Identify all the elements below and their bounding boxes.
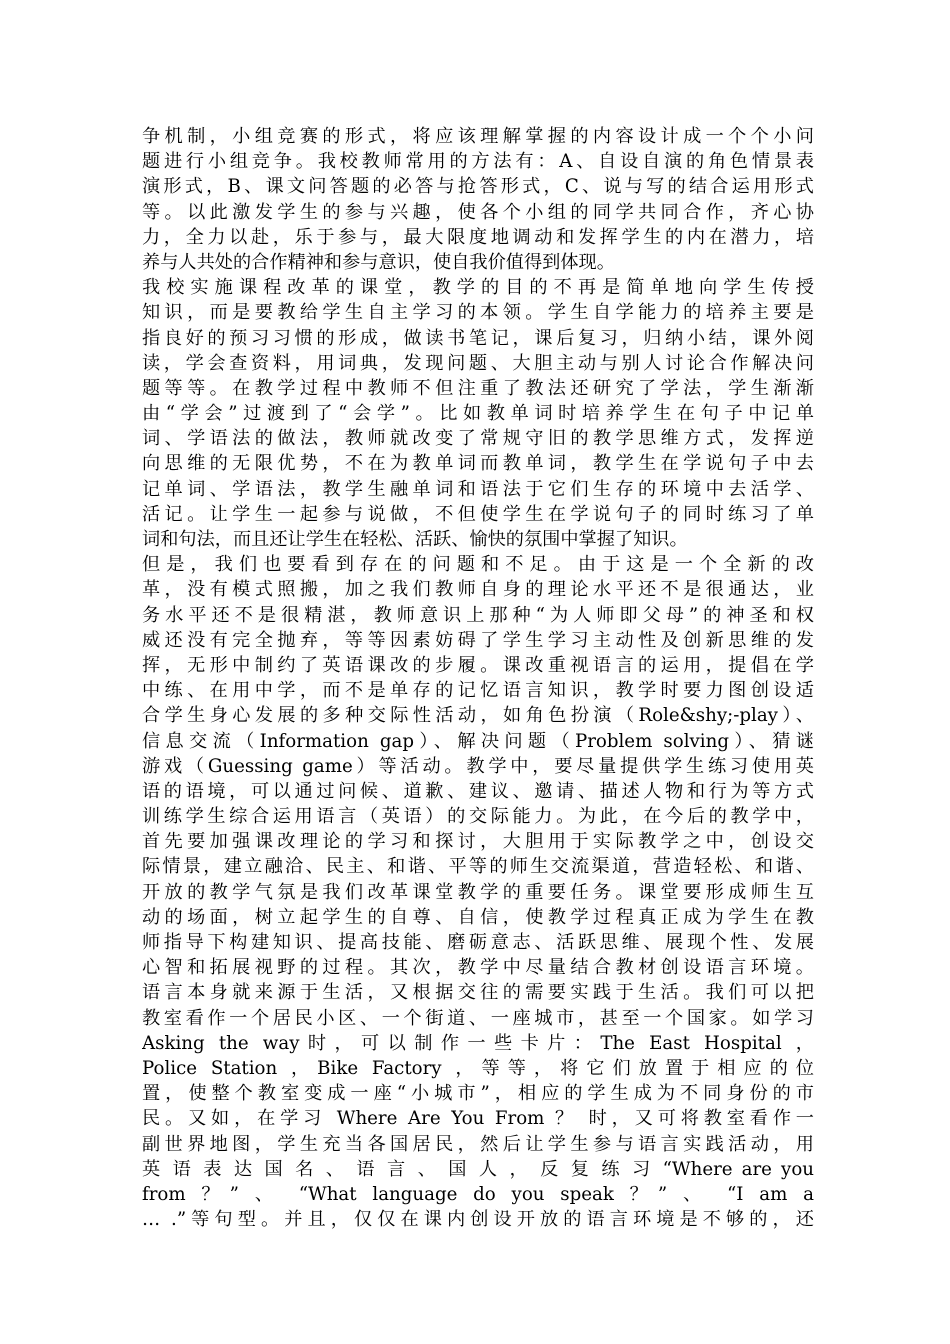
text-line: 务水平还不是很精湛，教师意识上那种“为人师即父母”的神圣和权: [142, 604, 814, 626]
text-line: 由“学会”过渡到了“会学”。比如教单词时培养学生在句子中记单: [142, 403, 814, 425]
text-line: 首先要加强课改理论的学习和探讨，大胆用于实际教学之中，创设交: [142, 831, 814, 853]
text-line: 演形式，B、课文问答题的必答与抢答形式，C、说与写的结合运用形式: [142, 176, 814, 198]
text-line: 训练学生综合运用语言（英语）的交际能力。为此，在今后的教学中，: [142, 806, 814, 828]
text-line: 动的场面，树立起学生的自尊、自信，使教学过程真正成为学生在教: [142, 906, 814, 928]
text-line: 中练、在用中学，而不是单存的记忆语言知识，教学时要力图创设适: [142, 680, 814, 702]
text-line: 心智和拓展视野的过程。其次，教学中尽量结合教材创设语言环境。: [142, 957, 814, 979]
text-line: 开放的教学气氛是我们改革课堂教学的重要任务。课堂要形成师生互: [142, 881, 814, 903]
text-line: 信息交流（Information gap）、解决问题（Problem solving）、猜谜: [142, 730, 814, 752]
body-text: [142, 124, 814, 1232]
text-line: 我校实施课程改革的课堂，教学的目的不再是简单地向学生传授: [142, 277, 814, 299]
text-line: 词和句法，而且还让学生在轻松、活跃、愉快的氛围中掌握了知识。: [142, 529, 688, 550]
text-line: Police Station ，Bike Factory ，等等，将它们放置于相应的位: [142, 1057, 814, 1079]
text-line: 际情景，建立融洽、民主、和谐、平等的师生交流渠道，营造轻松、和谐、: [142, 856, 814, 878]
text-line: 英 语 表 达 国 名 、 语 言 、 国 人 ， 反 复 练 习 “Where are you: [142, 1158, 814, 1180]
text-line: from ？” 、 “What language do you speak ？” 、 “I am a: [142, 1183, 814, 1205]
text-line: 知识，而是要教给学生自主学习的本领。学生自学能力的培养主要是: [142, 302, 814, 324]
text-line: 向思维的无限优势，不在为教单词而教单词，教学生在学说句子中去: [142, 453, 814, 475]
text-line: 题等等。在教学过程中教师不但注重了教法还研究了学法，学生渐渐: [142, 377, 814, 399]
text-line: 力，全力以赴，乐于参与，最大限度地调动和发挥学生的内在潜力，培: [142, 226, 814, 248]
text-line: 争机制，小组竞赛的形式，将应该理解掌握的内容设计成一个个小问: [142, 126, 814, 147]
text-line: 指良好的预习习惯的形成，做读书笔记，课后复习，归纳小结，课外阅: [142, 327, 814, 349]
text-line: 题进行小组竞争。我校教师常用的方法有：A、自设自演的角色情景表: [142, 151, 814, 173]
text-line: 师指导下构建知识、提高技能、磨砺意志、活跃思维、展现个性、发展: [142, 932, 814, 953]
text-line: Asking the way时，可以制作一些卡片：The East Hospital ，: [142, 1032, 814, 1054]
text-line: 养与人共处的合作精神和参与意识，使自我价值得到体现。: [142, 251, 615, 273]
text-line: 游戏（Guessing game）等活动。教学中，要尽量提供学生练习使用英: [142, 755, 814, 777]
text-line: 革，没有模式照搬，加之我们教师自身的理论水平还不是很通达，业: [142, 579, 814, 601]
text-line: 民。又如，在学习 Where Are You From ？ 时，又可将教室看作一: [142, 1108, 814, 1130]
text-line: 但是，我们也要看到存在的问题和不足。由于这是一个全新的改: [142, 554, 814, 576]
text-line: 语言本身就来源于生活，又根据交往的需要实践于生活。我们可以把: [142, 982, 814, 1004]
text-line: 活记。让学生一起参与说做，不但使学生在学说句子的同时练习了单: [142, 503, 814, 525]
text-line: 教室看作一个居民小区、一个街道、一座城市，甚至一个国家。如学习: [142, 1007, 814, 1029]
text-line: 合学生身心发展的多种交际性活动，如角色扮演（Role&shy;-play）、: [142, 705, 814, 727]
text-line: 读，学会查资料，用词典，发现问题、大胆主动与别人讨论合作解决问: [142, 352, 814, 374]
text-line: … .”等句型。并且，仅仅在课内创设开放的语言环境是不够的，还: [142, 1209, 814, 1231]
text-line: 记单词、学语法，教学生融单词和语法于它们生存的环境中去活学、: [142, 478, 814, 500]
text-line: 挥，无形中制约了英语课改的步履。课改重视语言的运用，提倡在学: [142, 654, 814, 676]
text-line: 置，使整个教室变成一座“小城市”，相应的学生成为不同身份的市: [142, 1083, 814, 1105]
text-line: 词、学语法的做法，教师就改变了常规守旧的教学思维方式，发挥逆: [142, 428, 814, 450]
text-line: 副世界地图，学生充当各国居民，然后让学生参与语言实践活动，用: [142, 1133, 814, 1155]
text-line: 等。以此激发学生的参与兴趣，使各个小组的同学共同合作，齐心协: [142, 201, 814, 223]
text-line: 威还没有完全抛弃，等等因素妨碍了学生学习主动性及创新思维的发: [142, 629, 814, 651]
text-line: 语的语境，可以通过问候、道歉、建议、邀请、描述人物和行为等方式: [142, 780, 814, 802]
